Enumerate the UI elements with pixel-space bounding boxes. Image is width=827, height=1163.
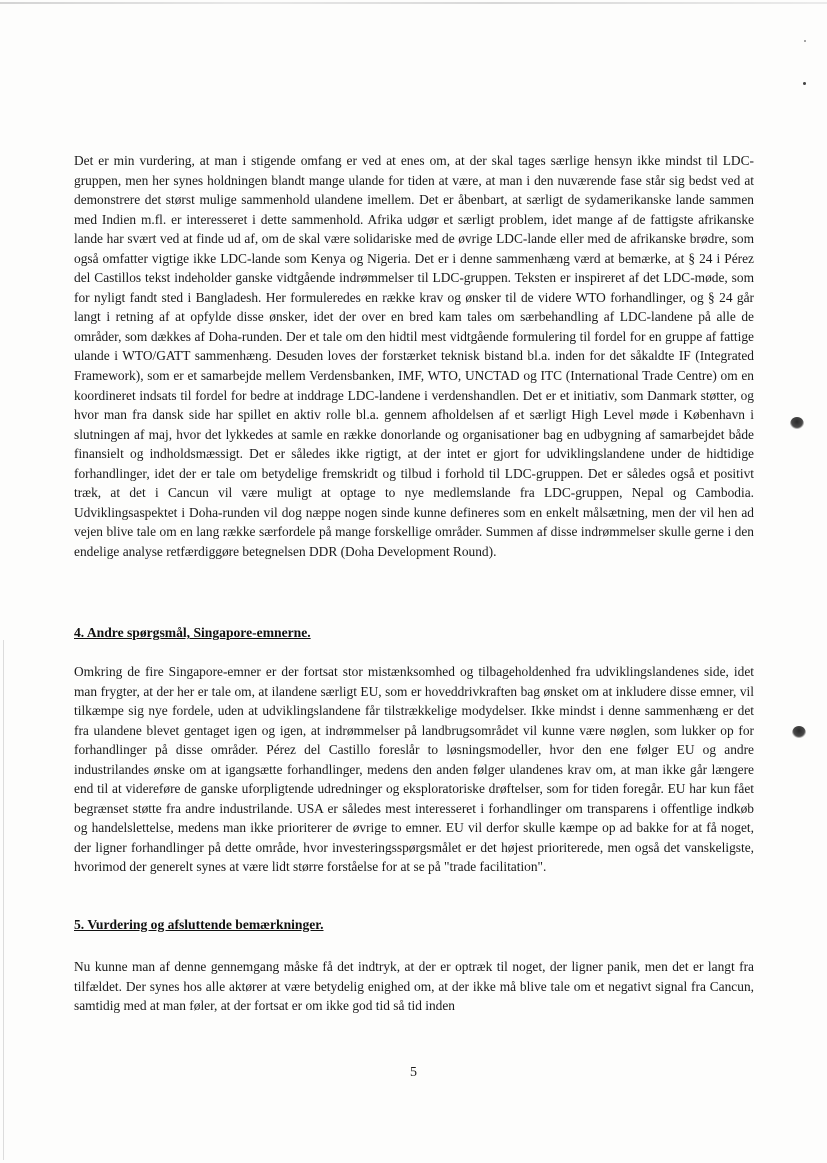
paragraph-singapore-issues: Omkring de fire Singapore-emner er der fortsat stor mistænksomhed og tilbageholdenhed fra udviklingslandenes side, idet man frygter, at der her er tale om, at ilandene særligt EU, som er hoveddrivkraften bag ønsket om at inkludere disse emner, vil tilkæmpe sig nye fordele, uden at udviklingslandene får tilstrækkelige modydelser. Ikke mindst i denne sammenhæng er det fra ulandene blevet gentaget igen og igen, at indrømmelser på landbrugsområdet vil kunne være nøglen, som lukker op for forhandlinger på disse områder. Pérez del Castillo foreslår to løsningsmodeller, hvor den ene følger EU og andre industrilandes ønske om at igangsætte forhandlinger, medens den anden følger ulandenes krav om, at man ikke går længere end til at videreføre de ganske uforpligtende udredninger og eksploratoriske drøftelser, som for tiden foregår. EU har kun fået begrænset støtte fra andre industrilande. USA er således mest interesseret i forhandlinger om transparens i offentlige indkøb og handelslettelse, medens man ikke prioriterer de øvrige to emner. EU vil derfor skulle kæmpe op ad bakke for at få noget, der ligner forhandlinger på dette område, hvor investeringsspørgsmålet er det højest prioriterede, men også det vanskeligste, hvorimod der generelt synes at være lidt større forståelse for at se på "trade facilitation". — [74, 664, 754, 875]
scan-edge-left — [3, 640, 4, 1160]
section-heading-singapore-issues: 4. Andre spørgsmål, Singapore-emnerne. — [74, 625, 311, 640]
paragraph-conclusion: Nu kunne man af denne gennemgang måske få det indtryk, at der er optræk til noget, der ligner panik, men det er langt fra tilfældet. Der synes hos alle aktører at være betydelig enighed om, at der ikke må blive tale om et negativt signal fra Cancun, samtidig med at man føler, at der fortsat er om ikke god tid så tid inden — [74, 959, 754, 1014]
section-heading-conclusion: 5. Vurdering og afsluttende bemærkninger. — [74, 917, 324, 932]
scan-edge-top — [0, 2, 827, 4]
scan-speck — [803, 82, 806, 85]
punch-hole-mark — [790, 417, 804, 429]
page-number: 5 — [410, 1065, 417, 1080]
scan-speck — [804, 40, 806, 42]
paragraph-ldc-assessment: Det er min vurdering, at man i stigende omfang er ved at enes om, at der skal tages særlige hensyn ikke mindst til LDC-gruppen, men her synes holdningen blandt mange ulande for tiden at være, at man i den nuværende fase står sig bedst ved at demonstrere det størst mulige sammenhold ulandene imellem. Det er åbenbart, at særligt de sydamerikanske lande sammen med Indien m.fl. er interesseret i dette sammenhold. Afrika udgør et særligt problem, idet mange af de fattigste afrikanske lande har svært ved at finde ud af, om de skal være solidariske med de øvrige LDC-lande eller med de afrikanske brødre, som også omfatter vigtige ikke LDC-lande som Kenya og Nigeria. Det er i denne sammenhæng værd at bemærke, at § 24 i Pérez del Castillos tekst indeholder ganske vidtgående indrømmelser til LDC-gruppen. Teksten er inspireret af det LDC-møde, som for nyligt fandt sted i Bangladesh. Her formuleredes en række krav og ønsker til de videre WTO forhandlinger, og § 24 går langt i retning af at opfylde disse ønsker, idet der over en bred kam tales om særbehandling af LDC-landene på alle de områder, som dækkes af Doha-runden. Der et tale om den hidtil mest vidtgående formulering til fordel for en gruppe af fattige ulande i WTO/GATT sammenhæng. Desuden loves der forstærket teknisk bistand bl.a. inden for det såkaldte IF (Integrated Framework), som er et samarbejde mellem Verdensbanken, IMF, WTO, UNCTAD og ITC (International Trade Centre) om en koordineret indsats til fordel for bedre at inddrage LDC-landene i verdenshandlen. Det er et initiativ, som Danmark støtter, og hvor man fra dansk side har spillet en aktiv rolle bl.a. gennem afholdelsen af et særligt High Level møde i København i slutningen af maj, hvor det lykkedes at samle en række donorlande og organisationer bag en udbygning af samarbejdet både finansielt og indholdsmæssigt. Det er således ikke rigtigt, at der intet er gjort for udviklingslandene under de hidtidige forhandlinger, idet der er tale om betydelige fremskridt og tilbud i forhold til LDC-gruppen. Det er således også et positivt træk, at det i Cancun vil være muligt at optage to nye medlemslande fra LDC-gruppen, Nepal og Cambodia. Udviklingsaspektet i Doha-runden vil dog næppe nogen sinde kunne defineres som en enkelt målsætning, men der vil hen ad vejen blive tale om en lang række særfordele på mange forskellige områder. Summen af disse indrømmelser skulle gerne i den endelige analyse retfærdiggøre betegnelsen DDR (Doha Development Round). — [74, 153, 754, 559]
punch-hole-mark — [792, 726, 806, 738]
